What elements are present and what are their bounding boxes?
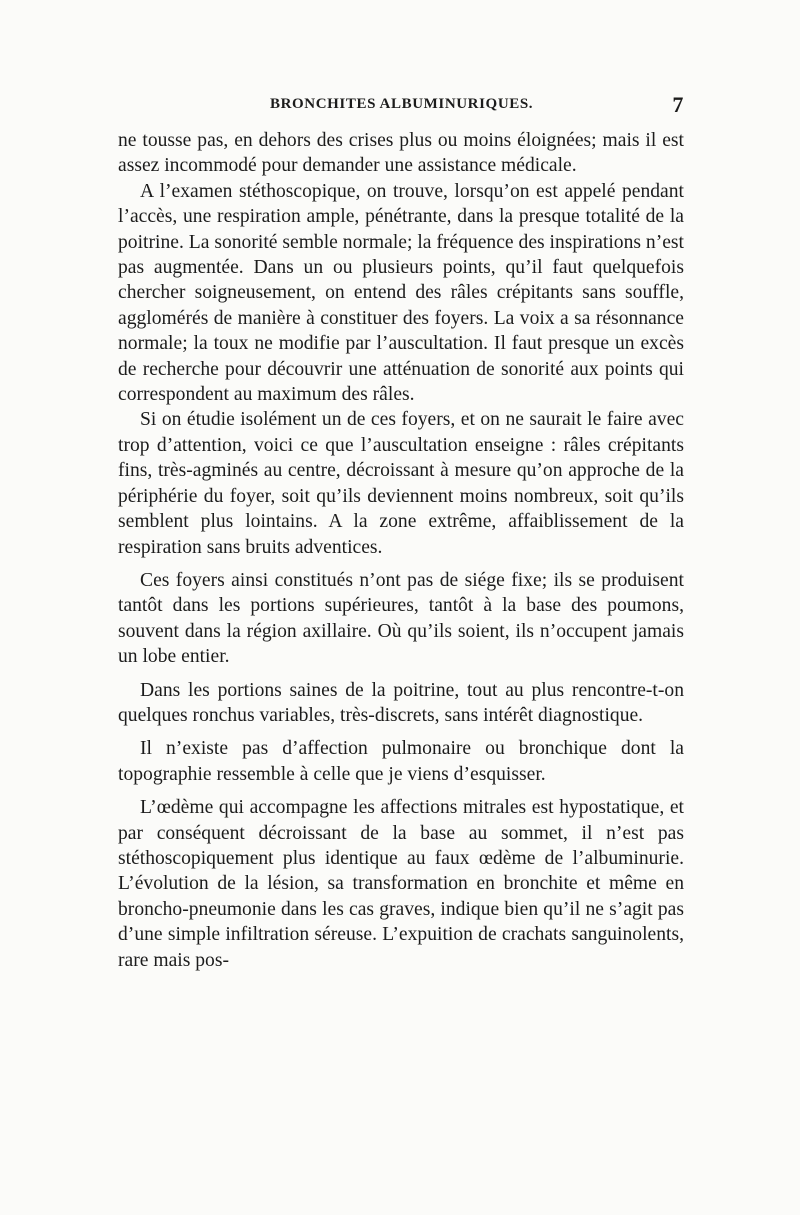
paragraph: Il n’existe pas d’affection pulmonaire ou bronchique dont la topographie ressemble à celle que je viens d’esquisser.	[118, 738, 684, 785]
running-title: BRONCHITES ALBUMINURIQUES.	[270, 96, 534, 112]
paragraph: Si on étudie isolément un de ces foyers, et on ne saurait le faire avec trop d’attention, voici ce que l’auscultation enseigne : râles crépitants fins, très-agminés au centre, décroissant à mesure qu’on approche de la périphérie du foyer, soit qu’ils deviennent moins nombreux, soit qu’ils semblent plus lointains. A la zone extrême, affaiblissement de la respiration sans bruits adventices.	[118, 409, 684, 558]
body-text	[118, 128, 684, 973]
book-page	[118, 92, 684, 973]
paragraph-continued: ne tousse pas, en dehors des crises plus ou moins éloignées; mais il est assez incommodé pour demander une assistance médicale.	[118, 130, 684, 177]
running-head	[118, 92, 684, 128]
paragraph: L’œdème qui accompagne les affections mitrales est hypostatique, et par conséquent décroissant de la base au sommet, il n’est pas stéthoscopiquement plus identique au faux œdème de l’albuminurie. L’évolution de la lésion, sa transformation en bronchite et même en broncho-pneumonie dans les cas graves, indique bien qu’il ne s’agit pas d’une simple infiltration séreuse. L’expuition de crachats sanguinolents, rare mais pos-	[118, 797, 684, 971]
paragraph: A l’examen stéthoscopique, on trouve, lorsqu’on est appelé pendant l’accès, une respiration ample, pénétrante, dans la presque totalité de la poitrine. La sonorité semble normale; la fréquence des inspirations n’est pas augmentée. Dans un ou plusieurs points, qu’il faut quelquefois chercher soigneusement, on entend des râles crépitants sans souffle, agglomérés de manière à constituer des foyers. La voix a sa résonnance normale; la toux ne modifie par l’auscultation. Il faut presque un excès de recherche pour découvrir une atténuation de sonorité aux points qui correspondent au maximum des râles.	[118, 180, 684, 406]
paragraph: Dans les portions saines de la poitrine, tout au plus rencontre-t-on quelques ronchus variables, très-discrets, sans intérêt diagnostique.	[118, 679, 684, 726]
page-number: 7	[672, 92, 684, 117]
paragraph: Ces foyers ainsi constitués n’ont pas de siége fixe; ils se produisent tantôt dans les portions supérieures, tantôt à la base des poumons, souvent dans la région axillaire. Où qu’ils soient, ils n’occupent jamais un lobe entier.	[118, 569, 684, 668]
